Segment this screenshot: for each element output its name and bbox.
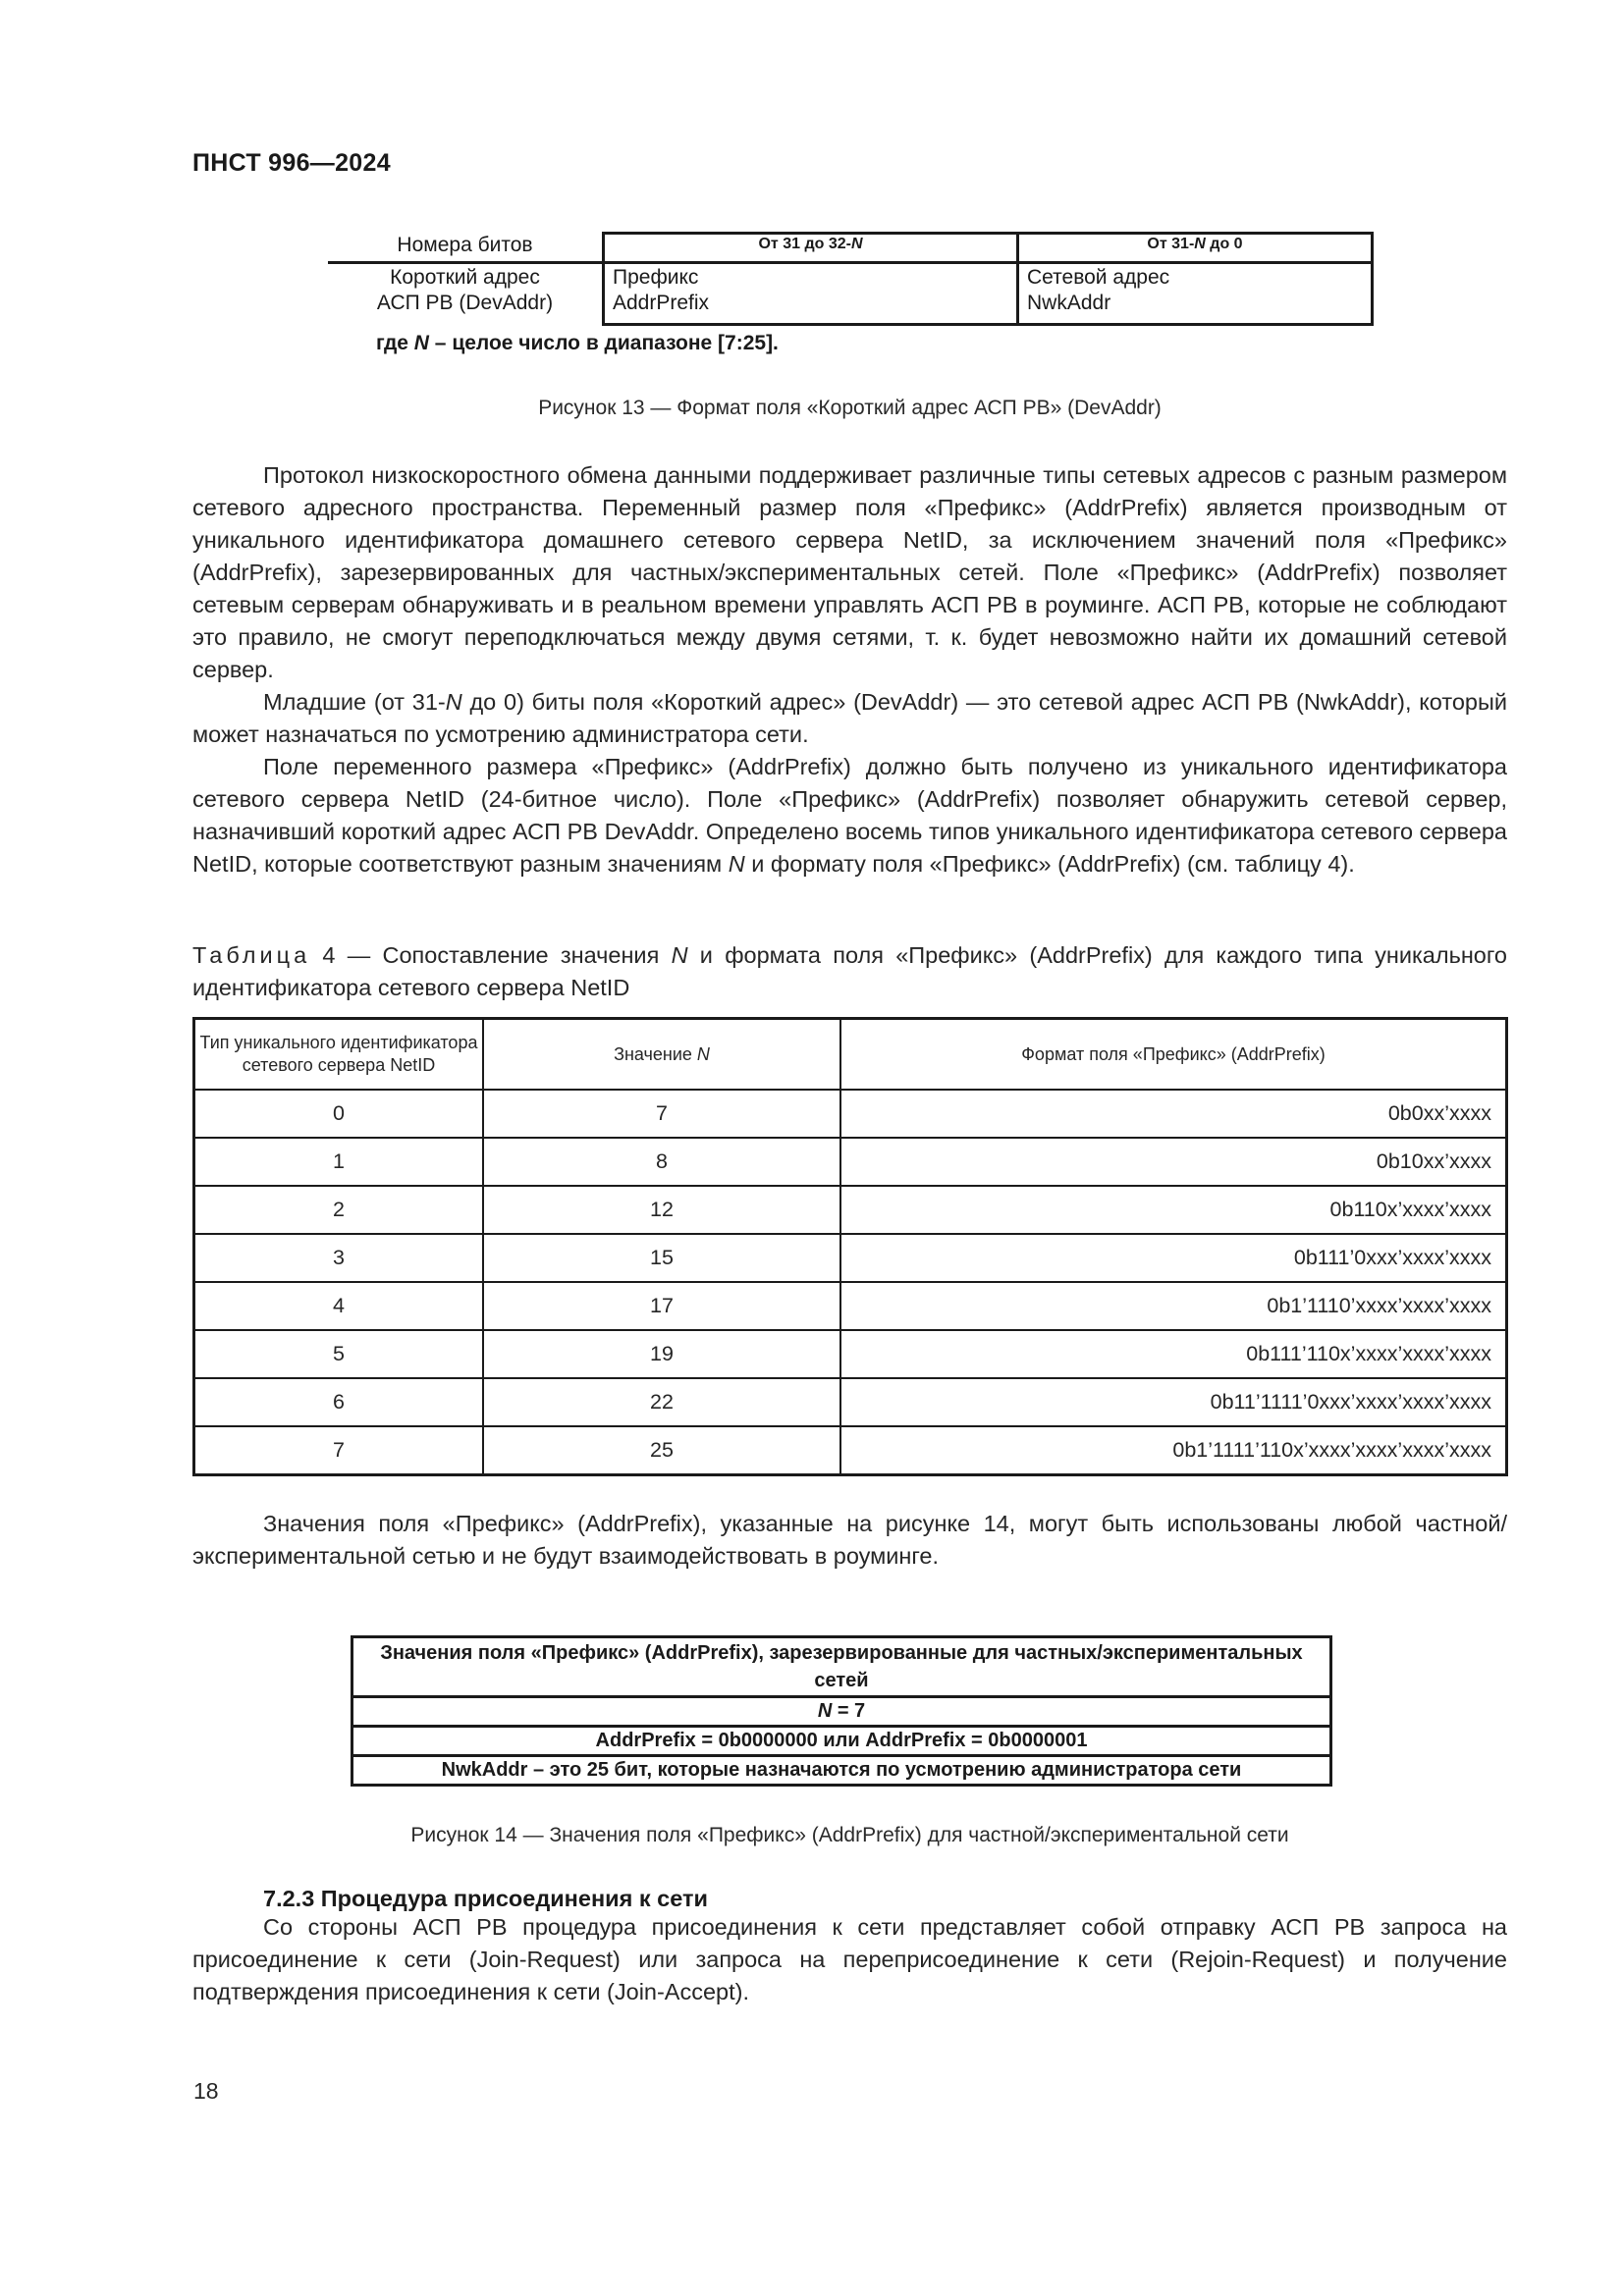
table-row	[194, 1330, 1507, 1378]
nwkaddr-field-name: NwkAddr	[1027, 292, 1111, 314]
netid-type: 5	[194, 1330, 484, 1378]
prefix-format: 0b1’1110’xxxx’xxxx’xxxx	[840, 1282, 1507, 1330]
devaddr-label-line1: Короткий адрес	[390, 266, 540, 289]
prefix-cell	[613, 265, 709, 316]
table-row	[194, 1282, 1507, 1330]
section-heading: 7.2.3 Процедура присоединения к сети	[263, 1886, 708, 1911]
row-divider	[605, 261, 1371, 264]
figure-13-caption: Рисунок 13 — Формат поля «Короткий адрес АСП РВ» (DevAddr)	[538, 397, 1162, 419]
netid-type: 6	[194, 1378, 484, 1426]
table-row	[194, 1234, 1507, 1282]
header-prefix-format: Формат поля «Префикс» (AddrPrefix)	[840, 1019, 1507, 1091]
table-row	[194, 1138, 1507, 1186]
n-value: 8	[483, 1138, 840, 1186]
prefix-bits-header: От 31 до 32-N	[758, 236, 863, 252]
n-value: 15	[483, 1234, 840, 1282]
nwkaddr-label: Сетевой адрес	[1027, 266, 1170, 289]
devaddr-row-label	[328, 265, 602, 316]
page-number: 18	[193, 2078, 219, 2104]
prefix-format: 0b110x’xxxx’xxxx	[840, 1186, 1507, 1234]
prefix-format: 0b111’110x’xxxx’xxxx’xxxx	[840, 1330, 1507, 1378]
nwkaddr-cell	[1027, 265, 1169, 316]
figure-14-prefix-values: AddrPrefix = 0b0000000 или AddrPrefix = 0b0000001	[353, 1725, 1329, 1754]
n-value: 19	[483, 1330, 840, 1378]
table-label: Таблица	[192, 942, 311, 968]
figure-14-nwkaddr-note: NwkAddr – это 25 бит, которые назначаются по усмотрению администратора сети	[353, 1754, 1329, 1784]
table-row	[194, 1186, 1507, 1234]
table-4-caption: Таблица 4 — Сопоставление значения N и формата поля «Префикс» (AddrPrefix) для каждого типа уникального идентификатора сетевого сервера NetID	[192, 942, 1507, 1000]
table-header-row	[194, 1019, 1507, 1091]
prefix-field-name: AddrPrefix	[613, 292, 710, 314]
prefix-format: 0b111’0xxx’xxxx’xxxx	[840, 1234, 1507, 1282]
netid-type: 3	[194, 1234, 484, 1282]
figure-13-devaddr-format	[328, 232, 1375, 326]
paragraph-text: Протокол низкоскоростного обмена данными поддерживает различные типы сетевых адресов с разным размером сетевого адресного пространства. Переменный размер поля «Префикс» (AddrPrefix) является производным от уникального идентификатора домашнего сетевого сервера NetID, за исключением значений поля «Префикс» (AddrPrefix), зарезервированных для частных/экспериментальных сетей. Поле «Префикс» (AddrPrefix) позволяет сетевым серверам обнаруживать и в реальном времени управлять АСП РВ в роуминге. АСП РВ, которые не соблюдают это правило, не смогут переподключаться между двумя сетями, т. к. будет невозможно найти их домашний сетевой сервер.	[192, 462, 1507, 682]
document-code: ПНСТ 996—2024	[192, 149, 391, 177]
table-row	[194, 1090, 1507, 1138]
label-separator	[328, 261, 603, 264]
n-value: 7	[483, 1090, 840, 1138]
n-value: 25	[483, 1426, 840, 1475]
table-row	[194, 1426, 1507, 1475]
figure-13-note: где N – целое число в диапазоне [7:25].	[376, 332, 779, 354]
paragraph-text: Со стороны АСП РВ процедура присоединения к сети представляет собой отправку АСП РВ запроса на присоединение к сети (Join-Request) или запроса на переприсоединение к сети (Rejoin-Request) и получение подтверждения присоединения к сети (Join-Accept).	[192, 1914, 1507, 2004]
netid-type: 2	[194, 1186, 484, 1234]
nwkaddr-bits-header: От 31-N до 0	[1147, 236, 1243, 252]
paragraph-addrprefix: Поле переменного размера «Префикс» (AddrPrefix) должно быть получено из уникального идентификатора сетевого сервера NetID (24-битное число). Поле «Префикс» (AddrPrefix) позволяет обнаружить сетевой сервер, назначивший короткий адрес АСП РВ DevAddr. Определено восемь типов уникального идентификатора сетевого сервера NetID, которые соответствуют разным значениям N и формату поля «Префикс» (AddrPrefix) (см. таблицу 4).	[192, 754, 1507, 877]
table-4-netid-types	[192, 1017, 1508, 1476]
bits-row-label: Номера битов	[397, 234, 533, 256]
netid-type: 0	[194, 1090, 484, 1138]
prefix-format: 0b0xx’xxxx	[840, 1090, 1507, 1138]
n-value: 17	[483, 1282, 840, 1330]
prefix-format: 0b1’1111’110x’xxxx’xxxx’xxxx’xxxx	[840, 1426, 1507, 1475]
header-netid-type: Тип уникального идентификатора сетевого сервера NetID	[194, 1019, 484, 1091]
n-value: 12	[483, 1186, 840, 1234]
prefix-format: 0b11’1111’0xxx’xxxx’xxxx’xxxx	[840, 1378, 1507, 1426]
figure-14-n-value: N = 7	[353, 1695, 1329, 1725]
header-n-value: Значение N	[483, 1019, 840, 1091]
netid-type: 1	[194, 1138, 484, 1186]
paragraph-nwkaddr: Младшие (от 31-N до 0) биты поля «Короткий адрес» (DevAddr) — это сетевой адрес АСП РВ (NwkAddr), который может назначаться по усмотрению администратора сети.	[192, 689, 1508, 747]
table-row	[194, 1378, 1507, 1426]
netid-type: 4	[194, 1282, 484, 1330]
netid-type: 7	[194, 1426, 484, 1475]
bit-layout-box	[602, 232, 1374, 326]
paragraph-private-networks	[192, 1508, 1507, 1573]
paragraph-address-types	[192, 459, 1507, 686]
prefix-format: 0b10xx’xxxx	[840, 1138, 1507, 1186]
n-value: 22	[483, 1378, 840, 1426]
figure-14-title: Значения поля «Префикс» (AddrPrefix), зарезервированные для частных/экспериментальных сетей	[380, 1642, 1303, 1691]
figure-14-reserved-prefixes	[351, 1635, 1332, 1787]
devaddr-label-line2: АСП РВ (DevAddr)	[376, 292, 554, 314]
prefix-label: Префикс	[613, 266, 699, 289]
paragraph-text: Значения поля «Префикс» (AddrPrefix), указанные на рисунке 14, могут быть использованы любой частной/экспериментальной сетью и не будут взаимодействовать в роуминге.	[192, 1511, 1507, 1569]
paragraph-join-procedure	[192, 1911, 1507, 2008]
figure-14-caption: Рисунок 14 — Значения поля «Префикс» (AddrPrefix) для частной/экспериментальной сети	[410, 1824, 1289, 1846]
